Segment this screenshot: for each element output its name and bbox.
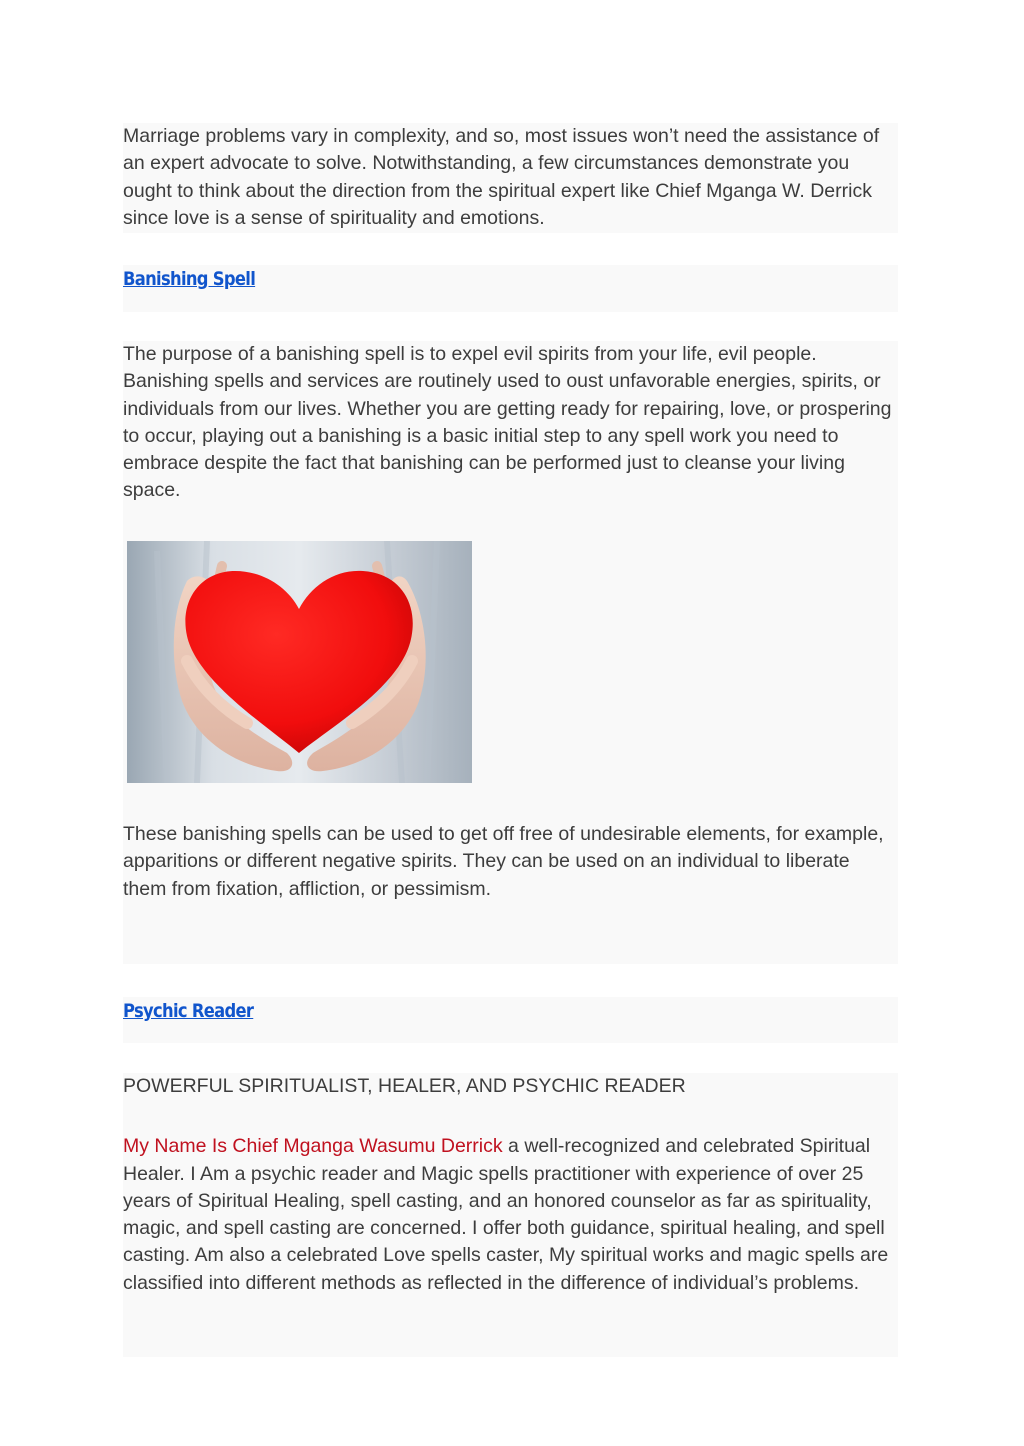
banishing-purpose-paragraph: The purpose of a banishing spell is to expel evil spirits from your life, evil people. Banishing spells and services are routinely used to oust unfavorable energies, spirits, or individuals from our lives. Whether you are getting ready for repairing, love, or prospering to occur, playing out a banishing is a basic initial step to any spell work you need to embrace despite the fact that banishing can be performed just to cleanse your living space. <box>123 343 892 502</box>
banishing-heading-block <box>123 265 898 312</box>
banishing-spell-link[interactable]: Banishing Spell <box>123 268 256 290</box>
psychic-intro-text: a well-recognized and celebrated Spiritual Healer. I Am a psychic reader and Magic spells practitioner with experience of over 25 years of Spiritual Healing, spell casting, and an honored counselor as far as spirituality, magic, and spell casting are concerned. I offer both guidance, spiritual healing, and spell casting. Am also a celebrated Love spells caster, My spiritual works and magic spells are classified into different methods as reflected in the difference of individual’s problems. <box>123 1135 889 1294</box>
intro-block <box>123 123 898 233</box>
heart-hands-image <box>127 541 472 783</box>
psychic-reader-link[interactable]: Psychic Reader <box>123 1000 254 1022</box>
banishing-uses-paragraph: These banishing spells can be used to get off free of undesirable elements, for example, apparitions or different negative spirits. They can be used on an individual to liberate them from fixation, affliction, or pessimism. <box>123 823 884 900</box>
psychic-heading-block <box>123 997 898 1043</box>
psychic-title-line: POWERFUL SPIRITUALIST, HEALER, AND PSYCHIC READER <box>123 1075 686 1097</box>
intro-paragraph: Marriage problems vary in complexity, and so, most issues won’t need the assistance of an expert advocate to solve. Notwithstanding, a few circumstances demonstrate you ought to think about the direction from the spiritual expert like Chief Mganga W. Derrick since love is a sense of spirituality and emotions. <box>123 125 880 229</box>
psychic-section <box>123 1073 898 1357</box>
chief-name-highlight: My Name Is Chief Mganga Wasumu Derrick <box>123 1135 503 1158</box>
psychic-intro-paragraph <box>123 1133 898 1297</box>
